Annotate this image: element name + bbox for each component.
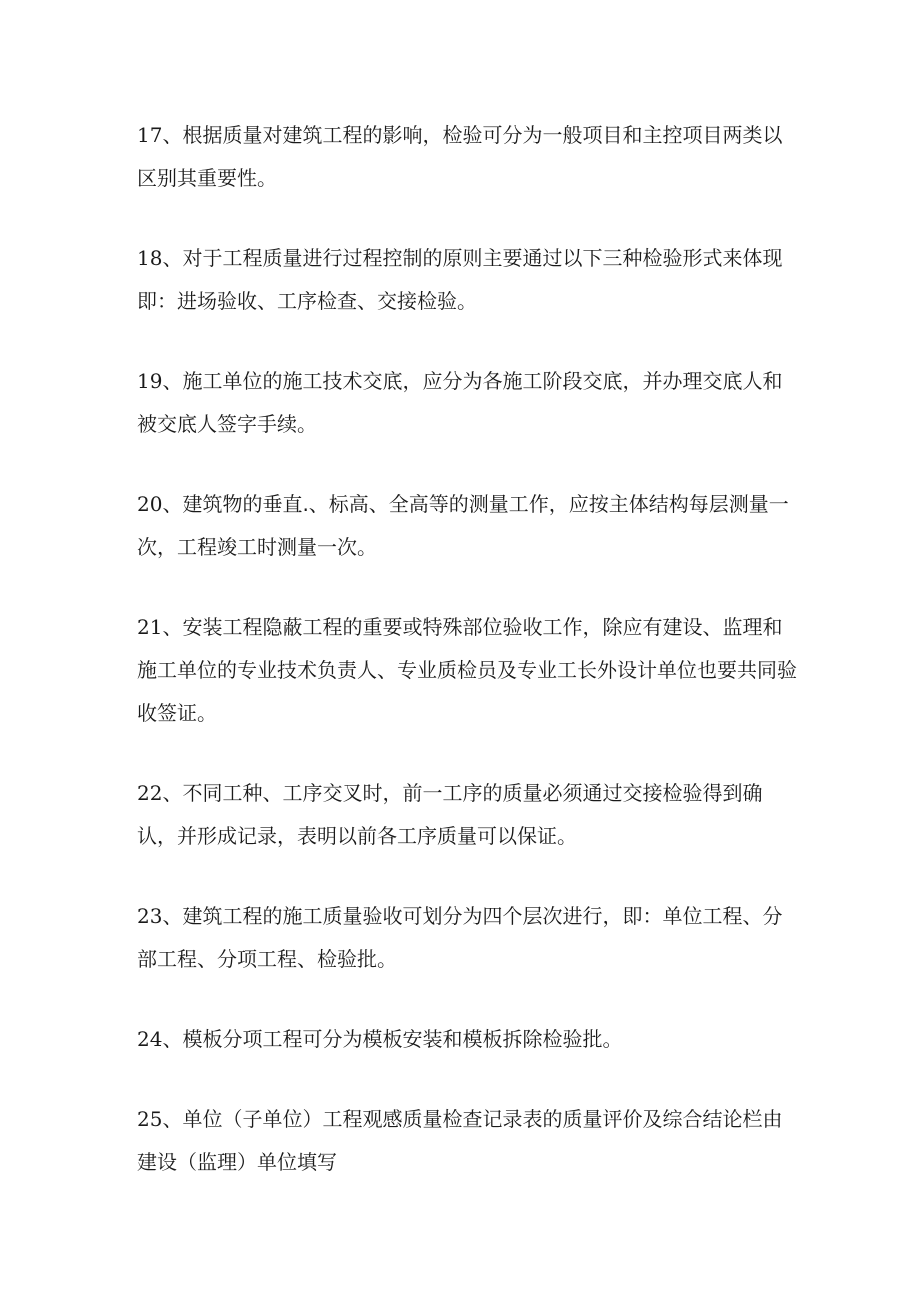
list-item-23 [137, 895, 797, 981]
item-number: 17 [137, 123, 163, 147]
item-number: 21 [137, 615, 163, 639]
item-number: 22 [137, 781, 163, 805]
item-text: 、施工单位的施工技术交底，应分为各施工阶段交底，并办理交底人和被交底人签字手续。 [137, 369, 783, 436]
item-text: 、对于工程质量进行过程控制的原则主要通过以下三种检验形式来体现即：进场验收、工序检查、交接检验。 [137, 246, 783, 313]
item-text: 、建筑物的垂直.、标高、全高等的测量工作，应按主体结构每层测量一次，工程竣工时测量一次。 [137, 492, 789, 559]
item-text: 、模板分项工程可分为模板安装和模板拆除检验批。 [162, 1027, 623, 1051]
list-item-21 [137, 606, 797, 735]
list-item-20 [137, 483, 797, 569]
list-item-22 [137, 772, 797, 858]
item-number: 25 [137, 1107, 163, 1131]
item-number: 20 [137, 492, 163, 516]
item-number: 18 [137, 246, 163, 270]
list-item-25 [137, 1098, 797, 1184]
list-item-17 [137, 114, 797, 200]
item-text: 、安装工程隐蔽工程的重要或特殊部位验收工作，除应有建设、监理和施工单位的专业技术负责人、专业质检员及专业工长外设计单位也要共同验收签证。 [137, 615, 797, 725]
item-number: 23 [137, 904, 163, 928]
item-text: 、不同工种、工序交叉时，前一工序的质量必须通过交接检验得到确认，并形成记录，表明以前各工序质量可以保证。 [137, 781, 763, 848]
item-text: 、单位（子单位）工程观感质量检查记录表的质量评价及综合结论栏由建设（监理）单位填写 [137, 1107, 783, 1174]
item-text: 、建筑工程的施工质量验收可划分为四个层次进行，即：单位工程、分部工程、分项工程、检验批。 [137, 904, 783, 971]
list-item-18 [137, 237, 797, 323]
list-item-19 [137, 360, 797, 446]
item-number: 24 [137, 1027, 163, 1051]
document-body [137, 114, 797, 1221]
list-item-24 [137, 1018, 797, 1061]
item-number: 19 [137, 369, 163, 393]
item-text: 、根据质量对建筑工程的影响，检验可分为一般项目和主控项目两类以区别其重要性。 [137, 123, 783, 190]
